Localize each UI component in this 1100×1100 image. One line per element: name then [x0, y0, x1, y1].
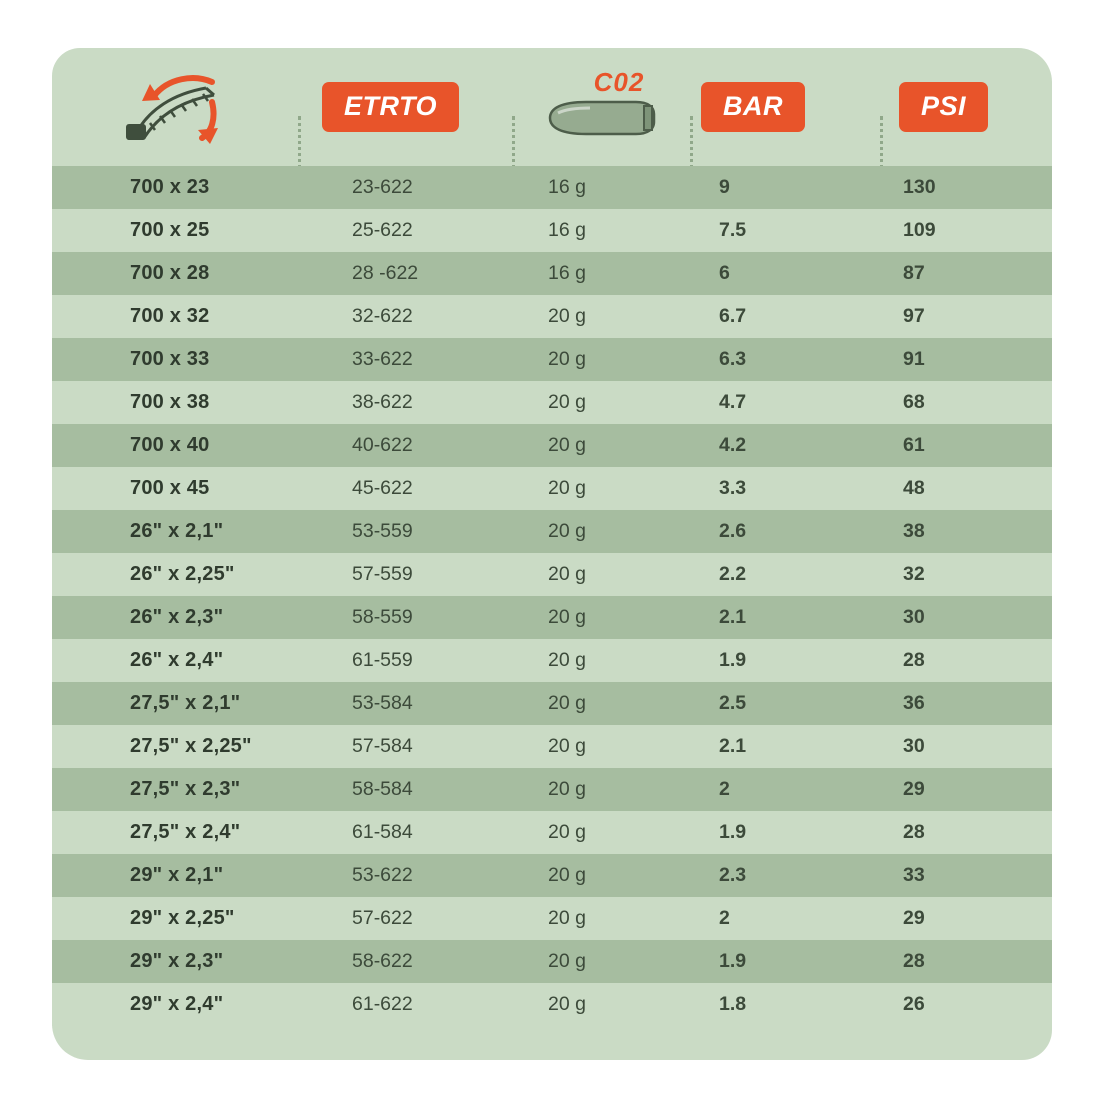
cell-psi: 130: [903, 176, 936, 198]
cell-etrto: 58-622: [352, 950, 413, 972]
cell-bar: 2: [719, 778, 730, 800]
cell-co2: 20 g: [548, 649, 586, 671]
cell-size: 29" x 2,25": [130, 907, 235, 929]
cell-bar: 2: [719, 907, 730, 929]
cell-etrto: 57-559: [352, 563, 413, 585]
cell-size: 27,5" x 2,3": [130, 778, 241, 800]
cell-size: 700 x 25: [130, 219, 210, 241]
psi-header: [881, 48, 1052, 166]
cell-co2: 16 g: [548, 219, 586, 241]
cell-psi: 48: [903, 477, 925, 499]
tire-size-header: [52, 48, 300, 166]
cell-bar: 6: [719, 262, 730, 284]
etrto-header: [300, 48, 513, 166]
cell-bar: 2.3: [719, 864, 747, 886]
cell-bar: 2.6: [719, 520, 747, 542]
cell-bar: 4.7: [719, 391, 747, 413]
cell-size: 700 x 33: [130, 348, 210, 370]
cell-co2: 20 g: [548, 606, 586, 628]
cell-etrto: 61-559: [352, 649, 413, 671]
cell-psi: 32: [903, 563, 925, 585]
cell-psi: 38: [903, 520, 925, 542]
cell-bar: 3.3: [719, 477, 747, 499]
cell-co2: 20 g: [548, 864, 586, 886]
cell-size: 26" x 2,4": [130, 649, 224, 671]
cell-bar: 4.2: [719, 434, 747, 456]
cell-size: 27,5" x 2,1": [130, 692, 241, 714]
co2-label: C02: [593, 67, 645, 97]
cell-bar: 7.5: [719, 219, 747, 241]
cell-psi: 28: [903, 649, 925, 671]
cell-psi: 109: [903, 219, 936, 241]
cell-co2: 20 g: [548, 735, 586, 757]
pressure-chart-card: [52, 48, 1052, 1060]
cell-etrto: 45-622: [352, 477, 413, 499]
cell-size: 700 x 40: [130, 434, 210, 456]
cell-psi: 33: [903, 864, 925, 886]
cell-etrto: 38-622: [352, 391, 413, 413]
cell-size: 26" x 2,25": [130, 563, 235, 585]
cell-etrto: 25-622: [352, 219, 413, 241]
psi-badge: PSI: [899, 82, 988, 132]
cell-psi: 87: [903, 262, 925, 284]
cell-etrto: 61-622: [352, 993, 413, 1015]
table-row: [52, 209, 1052, 252]
cell-etrto: 58-559: [352, 606, 413, 628]
cell-psi: 91: [903, 348, 925, 370]
cell-psi: 68: [903, 391, 925, 413]
cell-co2: 20 g: [548, 563, 586, 585]
cell-psi: 97: [903, 305, 925, 327]
cell-co2: 20 g: [548, 778, 586, 800]
cell-etrto: 61-584: [352, 821, 413, 843]
table-row: [52, 725, 1052, 768]
cell-psi: 29: [903, 778, 925, 800]
cell-bar: 6.7: [719, 305, 747, 327]
cell-etrto: 58-584: [352, 778, 413, 800]
cell-psi: 28: [903, 950, 925, 972]
table-row: [52, 553, 1052, 596]
co2-cartridge-icon: [532, 129, 672, 146]
cell-psi: 28: [903, 821, 925, 843]
cell-size: 29" x 2,4": [130, 993, 224, 1015]
cell-etrto: 53-559: [352, 520, 413, 542]
table-row: [52, 424, 1052, 467]
cell-co2: 16 g: [548, 262, 586, 284]
table-row: [52, 166, 1052, 209]
cell-etrto: 28 -622: [352, 262, 419, 284]
cell-co2: 20 g: [548, 821, 586, 843]
cell-etrto: 53-584: [352, 692, 413, 714]
co2-header: [513, 48, 691, 166]
cell-size: 700 x 23: [130, 176, 210, 198]
table-row: [52, 768, 1052, 811]
cell-co2: 20 g: [548, 477, 586, 499]
table-row: [52, 983, 1052, 1026]
cell-size: 700 x 38: [130, 391, 210, 413]
table-row: [52, 682, 1052, 725]
cell-size: 700 x 32: [130, 305, 210, 327]
cell-bar: 2.1: [719, 606, 747, 628]
table-row: [52, 596, 1052, 639]
table-row: [52, 854, 1052, 897]
cell-co2: 20 g: [548, 391, 586, 413]
cell-bar: 1.9: [719, 950, 747, 972]
cell-size: 26" x 2,1": [130, 520, 224, 542]
cell-co2: 20 g: [548, 907, 586, 929]
bicycle-tire-icon: [120, 68, 300, 146]
cell-bar: 2.1: [719, 735, 747, 757]
table-body: [52, 166, 1052, 1026]
cell-etrto: 40-622: [352, 434, 413, 456]
cell-etrto: 57-622: [352, 907, 413, 929]
tire-pressure-table: [52, 48, 1052, 1026]
cell-psi: 30: [903, 735, 925, 757]
cell-etrto: 32-622: [352, 305, 413, 327]
cell-co2: 20 g: [548, 434, 586, 456]
cell-bar: 2.5: [719, 692, 747, 714]
cell-size: 29" x 2,3": [130, 950, 224, 972]
cell-co2: 16 g: [548, 176, 586, 198]
cell-size: 27,5" x 2,4": [130, 821, 241, 843]
cell-etrto: 57-584: [352, 735, 413, 757]
table-row: [52, 295, 1052, 338]
cell-co2: 20 g: [548, 692, 586, 714]
table-row: [52, 811, 1052, 854]
cell-bar: 9: [719, 176, 730, 198]
cell-psi: 30: [903, 606, 925, 628]
cell-etrto: 23-622: [352, 176, 413, 198]
table-row: [52, 940, 1052, 983]
cell-size: 26" x 2,3": [130, 606, 224, 628]
cell-co2: 20 g: [548, 520, 586, 542]
cell-etrto: 33-622: [352, 348, 413, 370]
cell-co2: 20 g: [548, 950, 586, 972]
table-row: [52, 252, 1052, 295]
bar-header: [691, 48, 881, 166]
cell-co2: 20 g: [548, 993, 586, 1015]
cell-size: 27,5" x 2,25": [130, 735, 252, 757]
table-row: [52, 381, 1052, 424]
table-row: [52, 897, 1052, 940]
cell-psi: 36: [903, 692, 925, 714]
cell-bar: 1.9: [719, 821, 747, 843]
cell-size: 700 x 45: [130, 477, 210, 499]
cell-bar: 2.2: [719, 563, 747, 585]
table-row: [52, 338, 1052, 381]
table-row: [52, 467, 1052, 510]
cell-etrto: 53-622: [352, 864, 413, 886]
bar-badge: BAR: [701, 82, 805, 132]
cell-psi: 26: [903, 993, 925, 1015]
table-row: [52, 639, 1052, 682]
cell-bar: 6.3: [719, 348, 747, 370]
cell-bar: 1.8: [719, 993, 747, 1015]
cell-size: 700 x 28: [130, 262, 210, 284]
cell-co2: 20 g: [548, 348, 586, 370]
cell-psi: 29: [903, 907, 925, 929]
cell-psi: 61: [903, 434, 925, 456]
cell-size: 29" x 2,1": [130, 864, 224, 886]
etrto-badge: ETRTO: [322, 82, 459, 132]
table-row: [52, 510, 1052, 553]
cell-co2: 20 g: [548, 305, 586, 327]
cell-bar: 1.9: [719, 649, 747, 671]
table-header-row: [52, 48, 1052, 166]
